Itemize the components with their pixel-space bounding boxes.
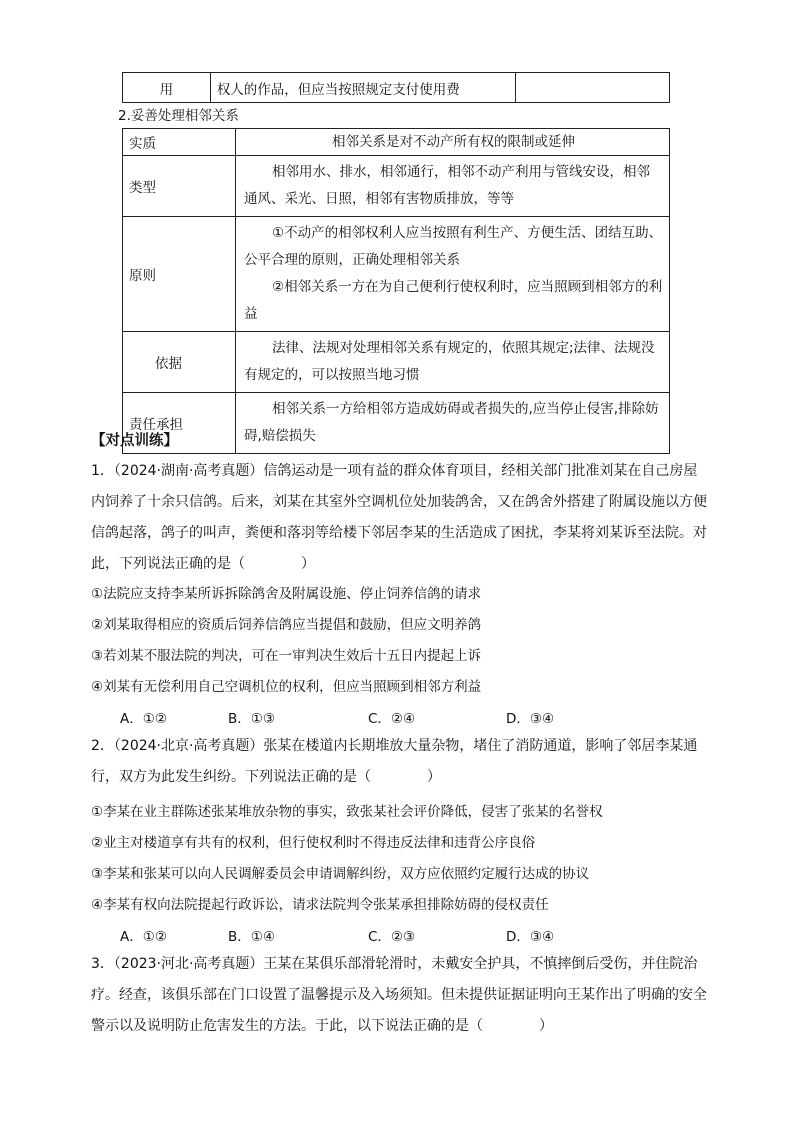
row-text-liability [236,393,670,454]
choice-d[interactable]: D．③④ [506,711,555,727]
rights-table-fragment [122,72,670,103]
table-cell-text: 权人的作品，但应当按照规定支付使用费 [210,73,516,103]
table-row [123,332,670,393]
choice-a[interactable]: A．①② [120,711,167,727]
table-row [123,129,670,156]
table-row [123,393,670,454]
neighbor-relations-table [122,128,670,454]
row-label-type: 类型 [123,156,236,217]
row-paragraph: 相邻关系一方给相邻方造成妨碍或者损失的,应当停止侵害,排除妨碍,赔偿损失 [244,401,659,444]
row-paragraph: 法律、法规对处理相邻关系有规定的，依照其规定;法律、法规没有规定的，可以按照当地习惯 [244,340,655,383]
table-cell-label: 用 [123,73,211,103]
question-2-option-1: ①李某在业主群陈述张某堆放杂物的事实，致张某社会评价降低，侵害了张某的名誉权 [91,804,603,820]
table-row [123,217,670,332]
choice-a[interactable]: A．①② [120,929,167,945]
row-label-liability: 责任承担 [123,393,236,454]
row-label-principle: 原则 [123,217,236,332]
choice-c[interactable]: C．②③ [368,929,416,945]
row-text-principle [236,217,670,332]
row-label-substance: 实质 [123,129,236,156]
row-paragraph: ②相邻关系一方在为自己便利行使权利时，应当照顾到相邻方的利益 [244,279,663,322]
table-row [123,73,670,103]
training-heading: 【对点训练】 [91,433,178,449]
section-heading: 2.妥善处理相邻关系 [118,108,239,124]
question-2-option-4: ④李某有权向法院提起行政诉讼，请求法院判令张某承担排除妨碍的侵权责任 [91,897,549,913]
choice-d[interactable]: D．③④ [506,929,555,945]
table-cell-empty [516,73,670,103]
question-1-option-4: ④刘某有无偿利用自己空调机位的权利，但应当照顾到相邻方利益 [91,679,482,695]
row-text-basis [236,332,670,393]
choice-b[interactable]: B．①③ [228,711,275,727]
choice-b[interactable]: B．①④ [228,929,275,945]
question-2-option-2: ②业主对楼道享有共有的权利，但行使权利时不得违反法律和违背公序良俗 [91,835,536,851]
question-2-option-3: ③李某和张某可以向人民调解委员会申请调解纠纷，双方应依照约定履行达成的协议 [91,866,590,882]
table-row [123,156,670,217]
question-1-option-1: ①法院应支持李某所诉拆除鸽舍及附属设施、停止饲养信鸽的请求 [91,586,482,602]
row-paragraph: 相邻用水、排水，相邻通行，相邻不动产利用与管线安设，相邻通风、采光、日照，相邻有害物质排放，等等 [244,164,650,207]
row-text-substance: 相邻关系是对不动产所有权的限制或延伸 [236,129,670,156]
question-1-stem: 1．（2024·湖南·高考真题）信鸽运动是一项有益的群众体育项目，经相关部门批准刘某在自己房屋内饲养了十余只信鸽。后来，刘某在其室外空调机位处加装鸽舍，又在鸽舍外搭建了附属设施以方便信鸽起落，鸽子的叫声，粪便和落羽等给楼下邻居李某的生活造成了困扰，李某将刘某诉至法院。对此，下列说法正确的是（ ） [91,463,707,572]
row-label-basis: 依据 [123,332,236,393]
choice-c[interactable]: C．②④ [368,711,416,727]
question-1-option-2: ②刘某取得相应的资质后饲养信鸽应当提倡和鼓励，但应文明养鸽 [91,617,482,633]
row-text-type [236,156,670,217]
question-3-stem: 3．（2023·河北·高考真题）王某在某俱乐部滑轮滑时，未戴安全护具，不慎摔倒后受伤，并住院治疗。经查，该俱乐部在门口设置了温馨提示及入场须知。但未提供证据证明向王某作出了明确的安全警示以及说明防止危害发生的方法。于此，以下说法正确的是（ ） [91,956,707,1034]
question-2-stem: 2．（2024·北京·高考真题）张某在楼道内长期堆放大量杂物，堵住了消防通道，影响了邻居李某通行，双方为此发生纠纷。下列说法正确的是（ ） [91,738,698,785]
question-1-option-3: ③若刘某不服法院的判决，可在一审判决生效后十五日内提起上诉 [91,648,482,664]
row-paragraph: ①不动产的相邻权利人应当按照有利生产、方便生活、团结互助、公平合理的原则，正确处理相邻关系 [244,225,663,268]
